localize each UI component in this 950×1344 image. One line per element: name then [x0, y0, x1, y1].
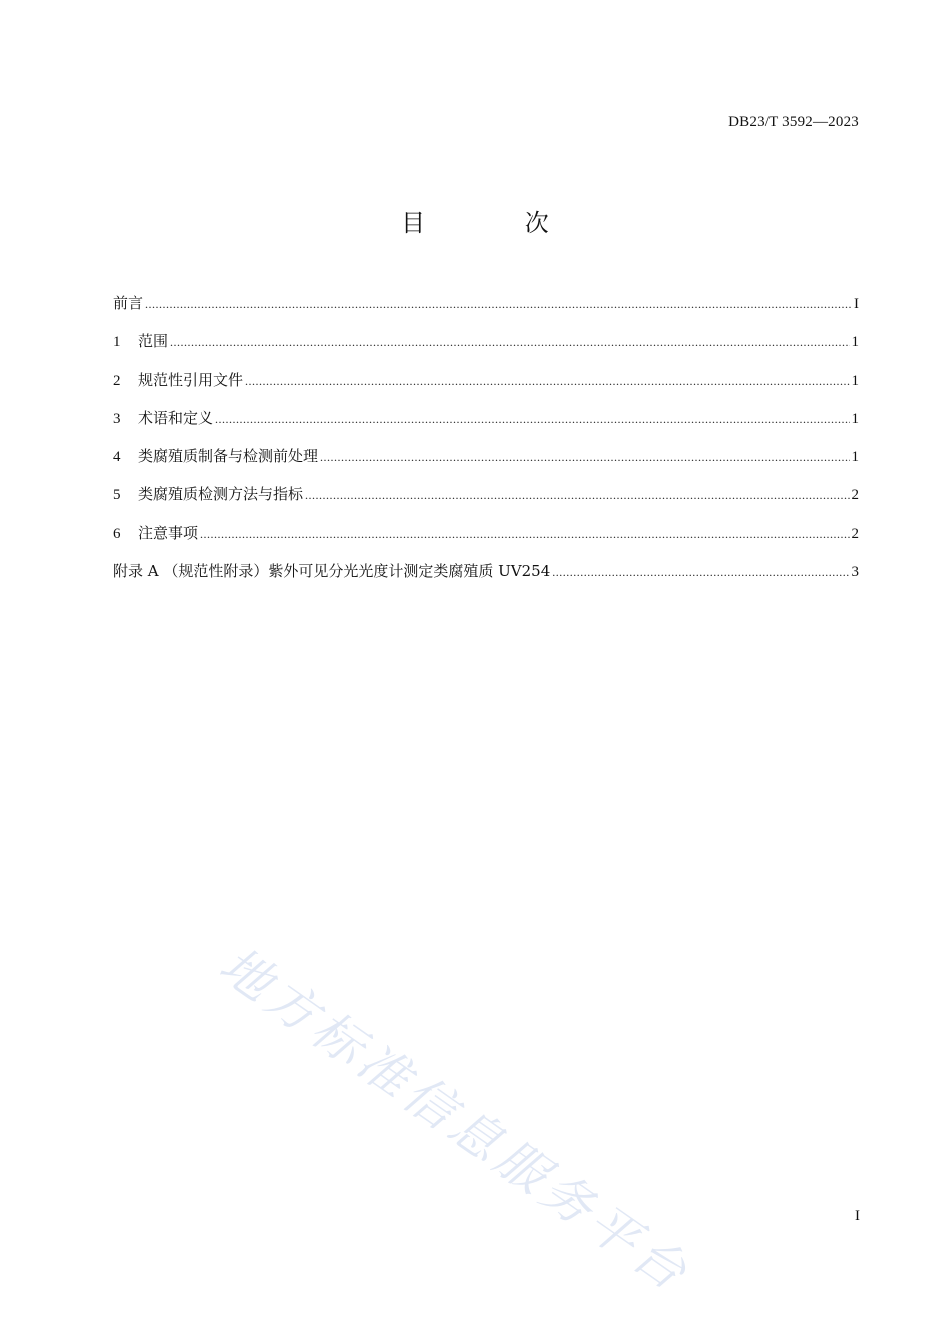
toc-entry-page: 1 [851, 410, 859, 427]
toc-dot-leader [170, 331, 849, 353]
watermark: 地方标准信息服务平台 [209, 935, 702, 1305]
toc-entry-page: I [854, 296, 859, 312]
toc-entry-label: 类腐殖质制备与检测前处理 [138, 447, 319, 466]
toc-entry-page: 2 [851, 525, 859, 542]
toc-entry-scope[interactable] [113, 330, 859, 368]
toc-entry-terms-definitions[interactable] [113, 407, 859, 445]
page-number: I [855, 1208, 860, 1224]
toc-entry-test-methods[interactable] [113, 483, 859, 521]
toc-dot-leader [200, 523, 849, 545]
toc-dot-leader [145, 293, 852, 315]
toc-entry-foreword[interactable] [113, 292, 859, 330]
toc-entry-number: 4 [113, 449, 121, 466]
toc-entry-preparation[interactable] [113, 445, 859, 483]
toc-list [113, 292, 859, 598]
toc-entry-number: 6 [113, 525, 121, 542]
toc-entry-precautions[interactable] [113, 522, 859, 560]
toc-dot-leader [305, 484, 849, 506]
toc-entry-number: 3 [113, 410, 121, 427]
toc-entry-page: 1 [851, 334, 859, 351]
toc-dot-leader [320, 446, 849, 468]
toc-entry-label: 前言 [113, 294, 144, 312]
toc-entry-label: 术语和定义 [138, 408, 214, 427]
toc-entry-page: 1 [851, 372, 859, 389]
toc-entry-label: 附录 A （规范性附录）紫外可见分光光度计测定类腐殖质 UV254 [113, 562, 551, 581]
toc-entry-page: 3 [851, 564, 859, 581]
toc-entry-number: 1 [113, 334, 121, 351]
toc-dot-leader [552, 561, 849, 583]
toc-entry-label: 范围 [138, 332, 169, 351]
toc-dot-leader [215, 408, 849, 430]
toc-dot-leader [245, 370, 849, 392]
toc-entry-normative-references[interactable] [113, 369, 859, 407]
toc-entry-label: 类腐殖质检测方法与指标 [138, 485, 304, 504]
toc-entry-label: 规范性引用文件 [138, 370, 244, 389]
toc-title: 目 次 [401, 209, 595, 237]
toc-entry-number: 5 [113, 487, 121, 504]
toc-entry-page: 2 [851, 487, 859, 504]
toc-entry-appendix-a[interactable] [113, 560, 859, 598]
toc-entry-label: 注意事项 [138, 523, 199, 542]
toc-entry-number: 2 [113, 372, 121, 389]
toc-entry-page: 1 [851, 449, 859, 466]
standard-code: DB23/T 3592—2023 [728, 114, 859, 130]
